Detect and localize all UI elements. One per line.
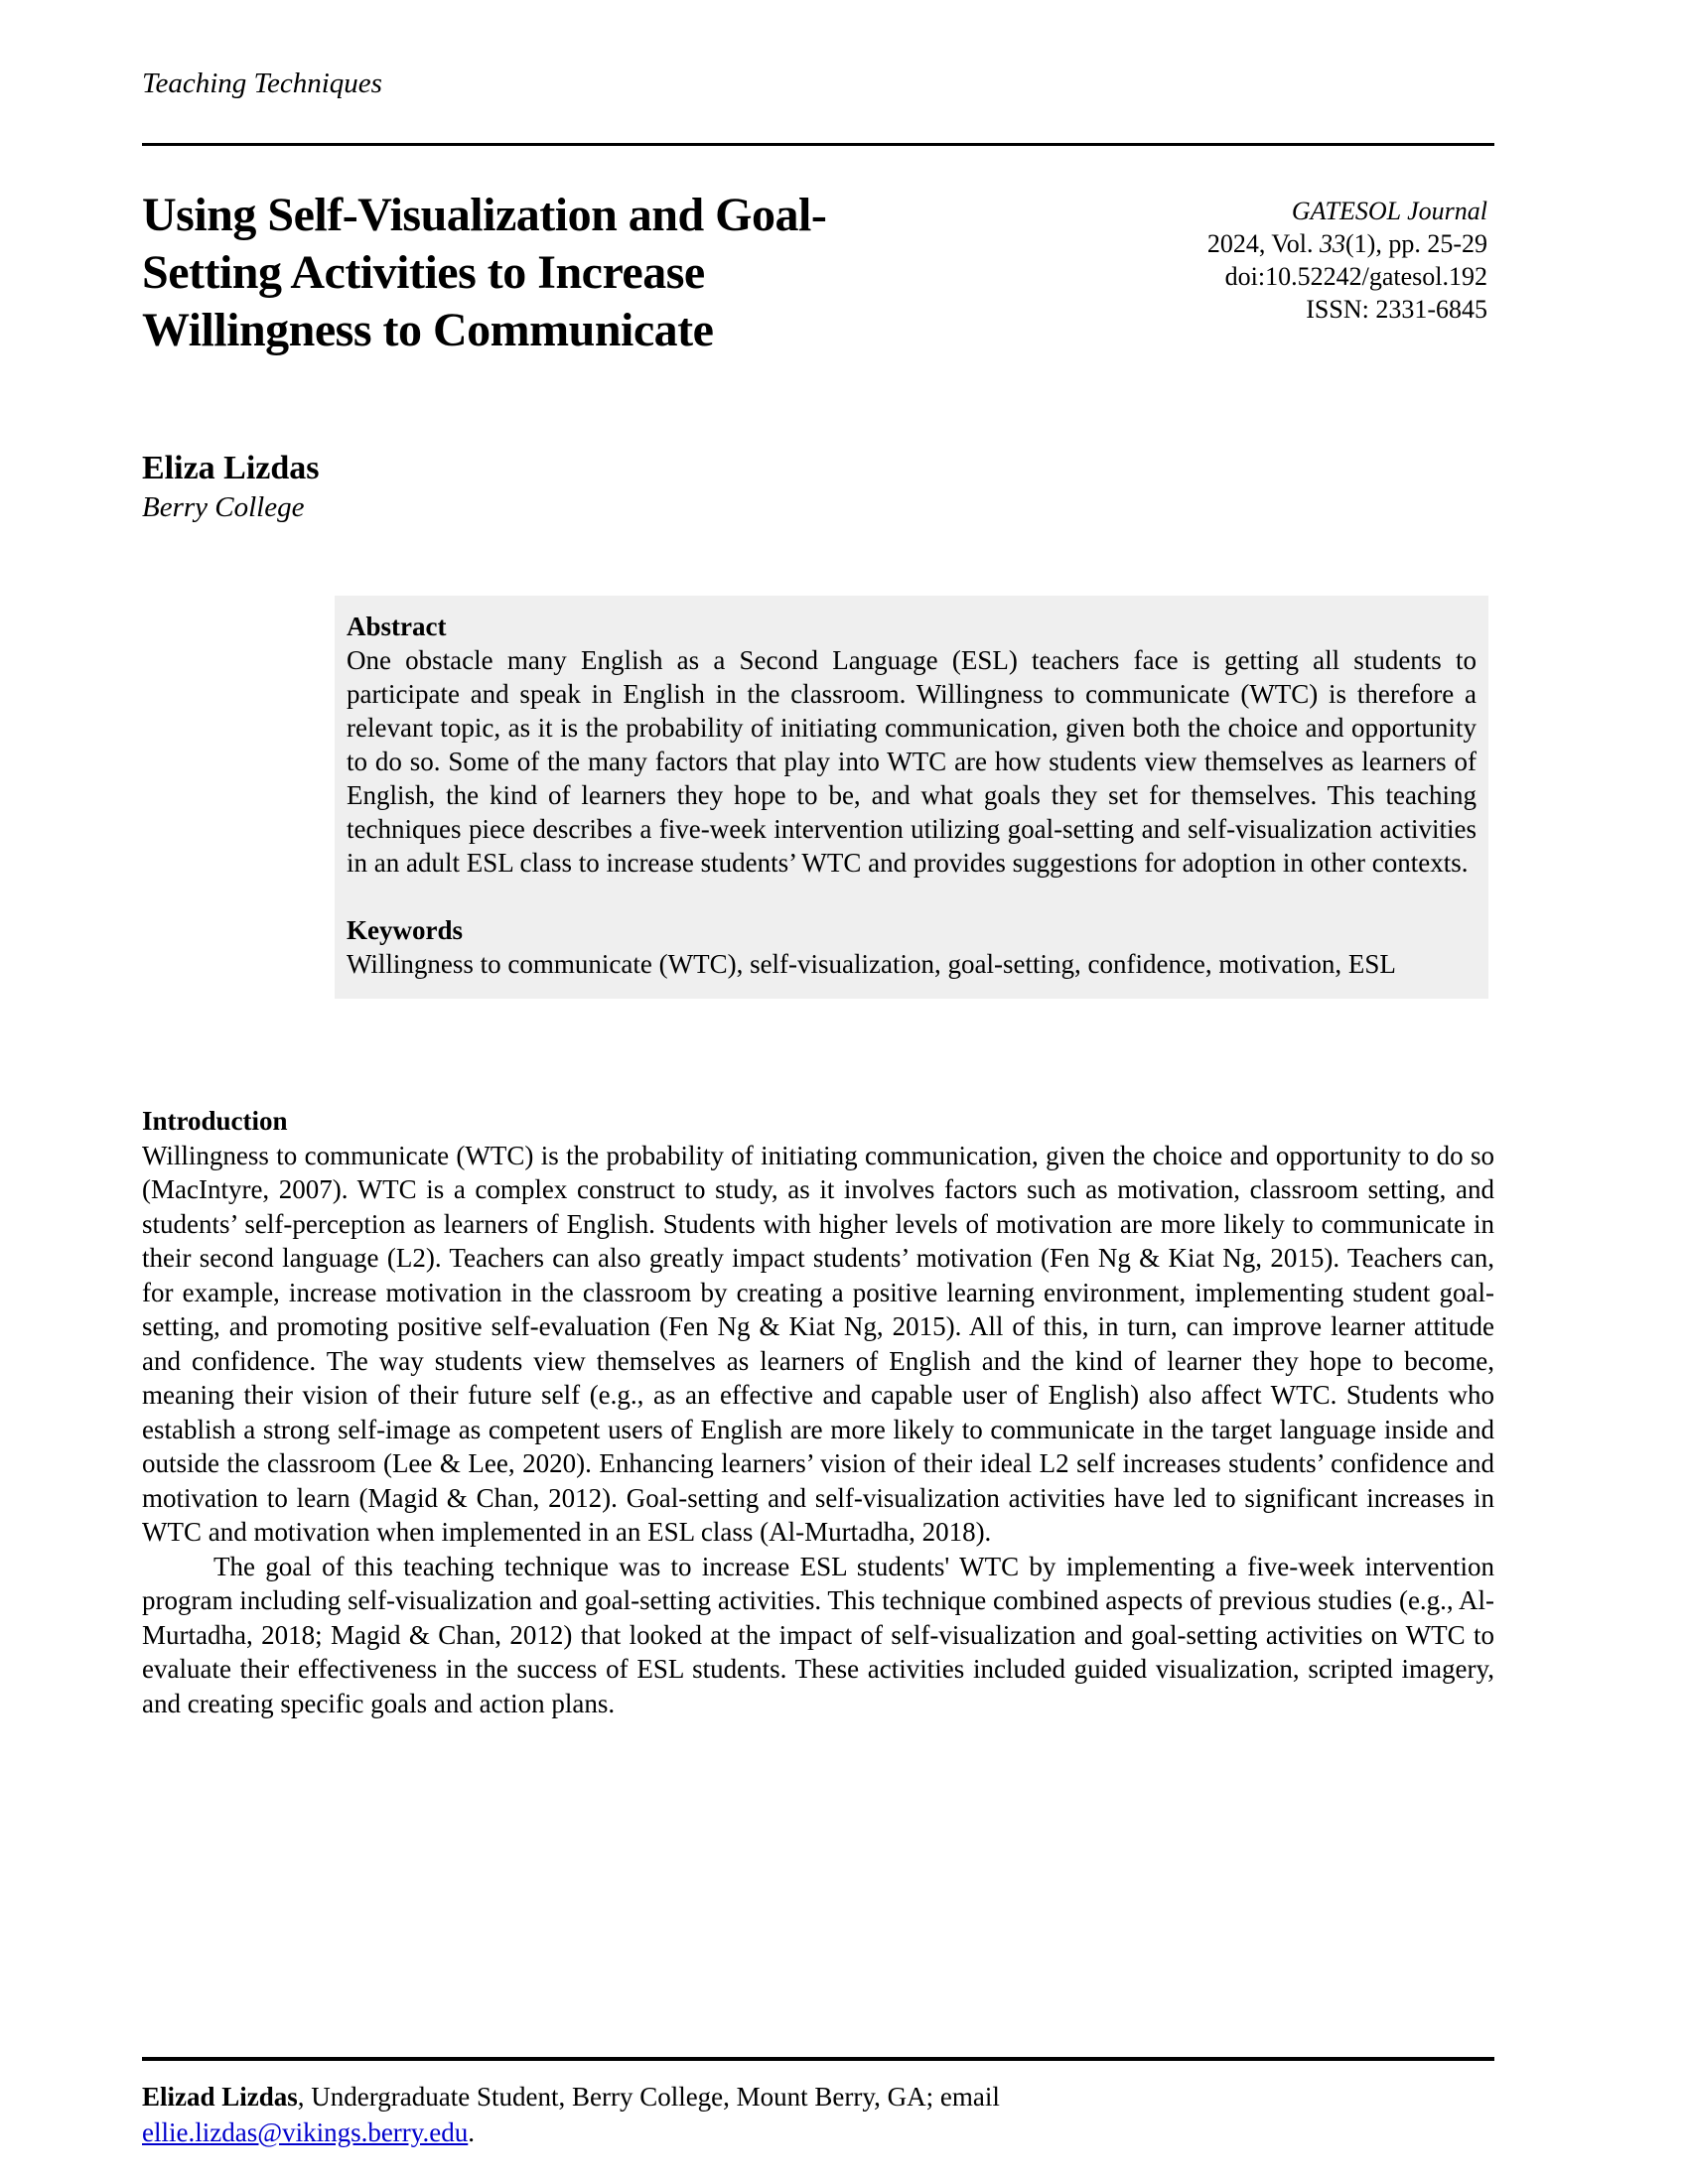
keywords-text: Willingness to communicate (WTC), self-visualization, goal-setting, confidence, motivation, ESL bbox=[347, 949, 1396, 979]
journal-volume-prefix: 2024, Vol. bbox=[1206, 229, 1321, 258]
footnote-author: Elizad Lizdas bbox=[142, 2082, 298, 2112]
journal-volume-suffix: (1), pp. 25-29 bbox=[1345, 229, 1487, 258]
author-affiliation: Berry College bbox=[142, 491, 305, 523]
journal-volume-number: 33 bbox=[1320, 229, 1346, 258]
footnote-text: , Undergraduate Student, Berry College, Mount Berry, GA; email bbox=[297, 2082, 1000, 2112]
author-block bbox=[142, 449, 320, 526]
footnote bbox=[142, 2079, 1494, 2150]
email-link[interactable]: ellie.lizdas@vikings.berry.edu bbox=[142, 2117, 469, 2147]
journal-volume bbox=[1207, 227, 1487, 260]
abstract-heading: Abstract bbox=[347, 612, 447, 641]
section-heading-introduction: Introduction bbox=[142, 1106, 288, 1136]
abstract-text: One obstacle many English as a Second Language (ESL) teachers face is getting all students to participate and speak in English in the classroom. Willingness to communicate (WTC) is therefore a relevant topic, as it is the probability of initiating communication, given both the choice and opportunity to do so. Some of the many factors that play into WTC are how students view themselves as learners of English, the kind of learners they hope to be, and what goals they set for themselves. This teaching techniques piece describes a five-week intervention utilizing goal-setting and self-visualization activities in an adult ESL class to increase students’ WTC and provides suggestions for adoption in other contexts. bbox=[347, 645, 1477, 878]
paper-title-line-2: Setting Activities to Increase bbox=[142, 246, 705, 299]
paper-title-line-1: Using Self-Visualization and Goal- bbox=[142, 189, 827, 241]
introduction-paragraph-2: The goal of this teaching technique was to increase ESL students' WTC by implementing a five-week intervention program including self-visualization and goal-setting activities. This technique combined aspects of previous studies (e.g., Al-Murtadha, 2018; Magid & Chan, 2012) that looked at the impact of self-visualization and goal-setting activities on WTC to evaluate their effectiveness in the success of ESL students. These activities included guided visualization, scripted imagery, and creating specific goals and action plans. bbox=[142, 1551, 1494, 1718]
abstract-box bbox=[335, 596, 1488, 999]
journal-info bbox=[1207, 195, 1487, 326]
header-rule bbox=[142, 143, 1494, 146]
journal-doi: doi:10.52242/gatesol.192 bbox=[1224, 262, 1487, 291]
footnote-period: . bbox=[468, 2117, 476, 2147]
keywords-heading: Keywords bbox=[347, 915, 463, 945]
journal-issn: ISSN: 2331-6845 bbox=[1306, 295, 1487, 324]
introduction-section bbox=[142, 1104, 1494, 1720]
introduction-paragraph-1: Willingness to communicate (WTC) is the probability of initiating communication, given the choice and opportunity to do so (MacIntyre, 2007). WTC is a complex construct to study, as it involves factors such as motivation, classroom setting, and students’ self-perception as learners of English. Students with higher levels of motivation are more likely to communicate in their second language (L2). Teachers can also greatly impact students’ motivation (Fen Ng & Kiat Ng, 2015). Teachers can, for example, increase motivation in the classroom by creating a positive learning environment, implementing student goal-setting, and promoting positive self-evaluation (Fen Ng & Kiat Ng, 2015). All of this, in turn, can improve learner attitude and confidence. The way students view themselves as learners of English and the kind of learner they hope to become, meaning their vision of their future self (e.g., as an effective and capable user of English) also affect WTC. Students who establish a strong self-image as competent users of English are more likely to communicate in the target language inside and outside the classroom (Lee & Lee, 2020). Enhancing learners’ vision of their ideal L2 self increases students’ confidence and motivation to learn (Magid & Chan, 2012). Goal-setting and self-visualization activities have led to significant increases in WTC and motivation when implemented in an ESL class (Al-Murtadha, 2018). bbox=[142, 1140, 1494, 1547]
footnote-rule bbox=[142, 2057, 1494, 2061]
paper-title-line-3: Willingness to Communicate bbox=[142, 304, 714, 356]
journal-name: GATESOL Journal bbox=[1291, 197, 1487, 225]
author-name: Eliza Lizdas bbox=[142, 450, 320, 486]
running-head: Teaching Techniques bbox=[142, 68, 382, 99]
paper-title bbox=[142, 187, 1036, 359]
